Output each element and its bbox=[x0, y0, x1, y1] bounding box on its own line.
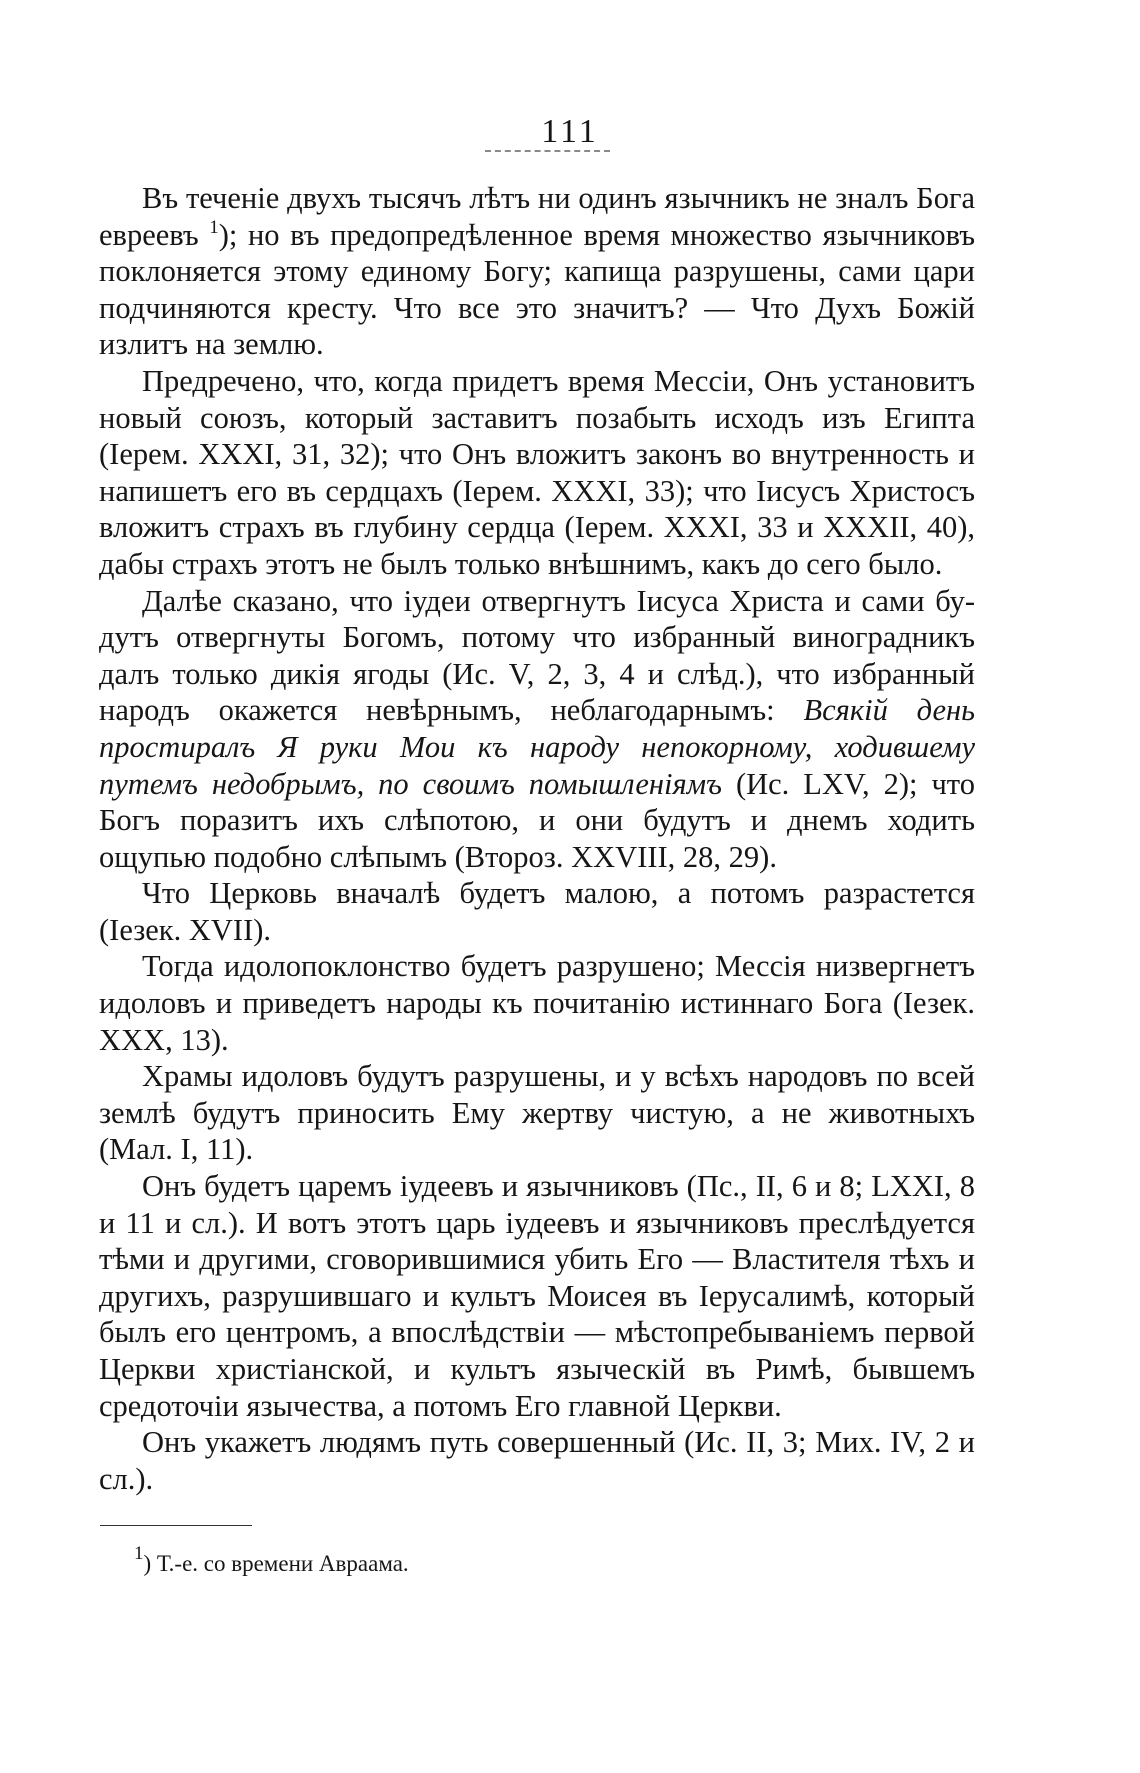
footnote-marker: 1 bbox=[134, 1543, 144, 1564]
body-text bbox=[99, 180, 975, 1497]
paragraph bbox=[99, 948, 975, 1058]
footnote-text: ) Т.-е. со времени Авраама. bbox=[143, 1551, 409, 1576]
paragraph bbox=[99, 583, 975, 876]
text-segment: Храмы идоловъ будутъ разрушены, и у всѣхъ народовъ по всей землѣ будутъ приносить Ему жертву чистую, а не животныхъ (Мал. I, 11). bbox=[99, 1059, 975, 1167]
paragraph bbox=[99, 363, 975, 583]
paragraph bbox=[99, 1168, 975, 1424]
footnote bbox=[134, 1543, 409, 1578]
page-number: 111 bbox=[541, 113, 599, 150]
text-segment: Тогда идолопоклонство будетъ разрушено; Мессія низвергнетъ идоловъ и приведетъ народы къ почитанію истиннаго Бога (Іезек. XXX, 13). bbox=[99, 949, 975, 1057]
paragraph bbox=[99, 180, 975, 363]
text-segment: Въ теченіе двухъ тысячъ лѣтъ ни одинъ язычникъ не зналъ Бога евреевъ bbox=[99, 181, 975, 252]
text-segment: Что Церковь вначалѣ будетъ малою, а потомъ разрастется (Іезек. XVII). bbox=[99, 876, 975, 947]
footnote-divider bbox=[100, 1525, 252, 1526]
paragraph bbox=[99, 1058, 975, 1168]
paragraph bbox=[99, 875, 975, 948]
scripture-quote: Всякій день простиралъ Я руки Мои къ народу непокорному, ходившему путемъ недобрымъ, по своимъ помышленіямъ bbox=[99, 693, 976, 801]
text-segment: (Ис. LXV, 2); что Богъ поразитъ ихъ слѣпотою, и они будутъ и днемъ ходить ощупью подобно слѣпымъ (Второз. XXVIII, 28, 29). bbox=[99, 766, 975, 874]
text-segment: Предречено, что, когда придетъ время Мессіи, Онъ установитъ новый союзъ, который заставитъ позабыть исходъ изъ Египта (Іерем. XXXI, 31, 32); что Онъ вложитъ законъ во внутренность и напишетъ его въ сердцахъ (Іерем. XXXI, 33); что Іисусъ Христосъ вложитъ страхъ въ глубину сердца (Іерем. XXXI, 33 и XXXII, 40), дабы страхъ этотъ не былъ только внѣшнимъ, какъ до сего было. bbox=[99, 363, 975, 581]
text-segment: ); но въ предопредѣленное время множество язычниковъ поклоняется этому единому Богу; капища разрушены, сами цари подчиняются кресту. Что все это значитъ? — Что Духъ Божій излитъ на землю. bbox=[99, 217, 975, 362]
footnote-reference: 1 bbox=[209, 216, 219, 238]
text-segment: Далѣе сказано, что іудеи отвергнутъ Іисуса Христа и сами будутъ отвергнуты Богомъ, потому что избранный виноградникъ далъ только дикія ягоды (Ис. V, 2, 3, 4 и слѣд.), что избранный народъ окажется невѣрнымъ, неблагодарнымъ: bbox=[99, 583, 975, 728]
text-segment: Онъ укажетъ людямъ путь совершенный (Ис. II, 3; Мих. IV, 2 и сл.). bbox=[99, 1425, 975, 1496]
paragraph bbox=[99, 1424, 975, 1497]
text-segment: Онъ будетъ царемъ іудеевъ и язычниковъ (Пс., II, 6 и 8; LXXI, 8 и 11 и сл.). И вотъ этотъ царь іудеевъ и язычниковъ преслѣдуется тѣми и другими, сговорившимися убить Его — Властителя тѣхъ и другихъ, разрушившаго и культъ Моисея въ Іерусалимѣ, который былъ его центромъ, а впослѣдствіи — мѣстопребываніемъ первой Церкви христіанской, и культъ языческій въ Римѣ, бывшемъ средоточіи язычества, а потомъ Его главной Церкви. bbox=[99, 1169, 975, 1423]
page-number-rule bbox=[485, 150, 610, 152]
